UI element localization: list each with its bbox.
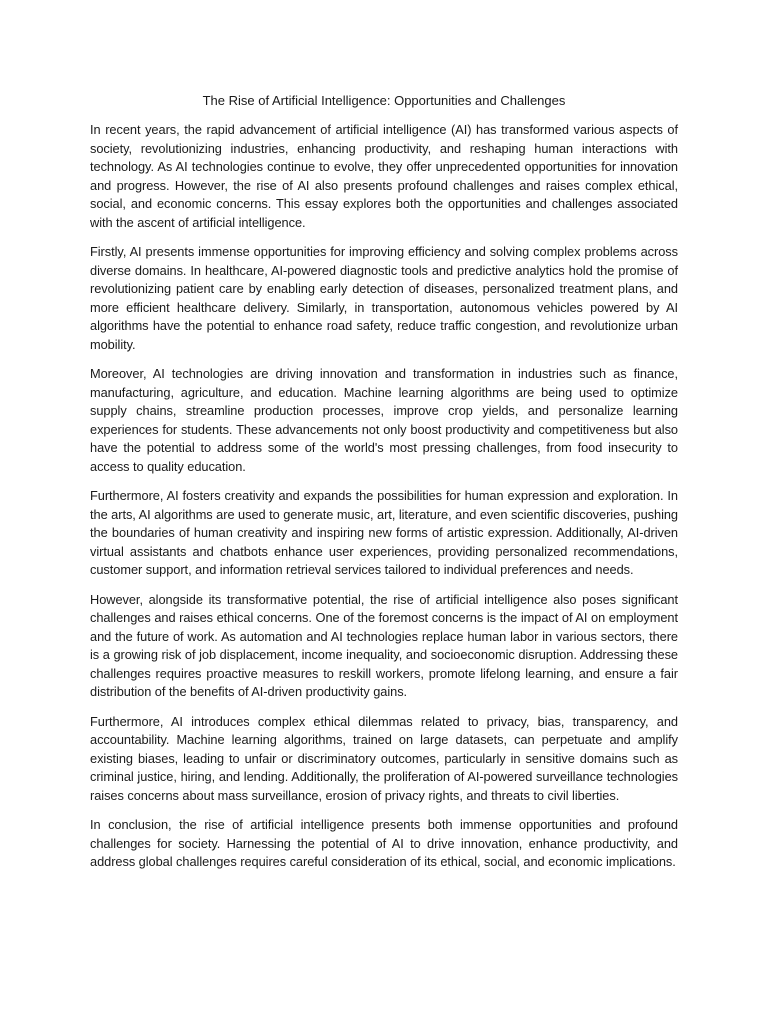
paragraph-ethics: Furthermore, AI introduces complex ethical dilemmas related to privacy, bias, transparency, and accountability. Machine learning algorithms, trained on large datasets, can perpetuate and amplify existing biases, leading to unfair or discriminatory outcomes, particularly in sensitive domains such as criminal justice, hiring, and lending. Additionally, the proliferation of AI-powered surveillance technologies raises concerns about mass surveillance, erosion of privacy rights, and threats to civil liberties.	[90, 713, 678, 803]
document-title: The Rise of Artificial Intelligence: Opportunities and Challenges	[202, 93, 566, 108]
paragraph-industries: Moreover, AI technologies are driving innovation and transformation in industries such as finance, manufacturing, agriculture, and education. Machine learning algorithms are being used to optimize supply chains, streamline production processes, improve crop yields, and personalize learning experiences for students. These advancements not only boost productivity and competitiveness but also have the potential to address some of the world's most pressing challenges, from food insecurity to access to quality education.	[90, 366, 678, 474]
paragraph-introduction: In recent years, the rapid advancement of artificial intelligence (AI) has transformed various aspects of society, revolutionizing industries, enhancing productivity, and reshaping human interactions with technology. As AI technologies continue to evolve, they offer unprecedented opportunities for innovation and progress. However, the rise of AI also presents profound challenges and raises complex ethical, social, and economic concerns. This essay explores both the opportunities and challenges associated with the ascent of artificial intelligence.	[90, 122, 678, 230]
paragraph-efficiency: Firstly, AI presents immense opportunities for improving efficiency and solving complex problems across diverse domains. In healthcare, AI-powered diagnostic tools and predictive analytics hold the promise of revolutionizing patient care by enabling early detection of diseases, personalized treatment plans, and more efficient healthcare delivery. Similarly, in transportation, autonomous vehicles powered by AI algorithms have the potential to enhance road safety, reduce traffic congestion, and revolutionize urban mobility.	[90, 244, 678, 352]
paragraph-creativity: Furthermore, AI fosters creativity and expands the possibilities for human expression and exploration. In the arts, AI algorithms are used to generate music, art, literature, and even scientific discoveries, pushing the boundaries of human creativity and inspiring new forms of artistic expression. Additionally, AI-driven virtual assistants and chatbots enhance user experiences, providing personalized recommendations, customer support, and information retrieval services tailored to individual preferences and needs.	[90, 488, 678, 577]
paragraph-conclusion: In conclusion, the rise of artificial intelligence presents both immense opportunities and profound challenges for society. Harnessing the potential of AI to drive innovation, enhance productivity, and address global challenges requires careful consideration of its ethical, social, and economic implications.	[90, 817, 678, 869]
paragraph-employment: However, alongside its transformative potential, the rise of artificial intelligence also poses significant challenges and raises ethical concerns. One of the foremost concerns is the impact of AI on employment and the future of work. As automation and AI technologies replace human labor in various sectors, there is a growing risk of job displacement, income inequality, and socioeconomic disruption. Addressing these challenges requires proactive measures to reskill workers, promote lifelong learning, and ensure a fair distribution of the benefits of AI-driven productivity gains.	[90, 591, 678, 699]
